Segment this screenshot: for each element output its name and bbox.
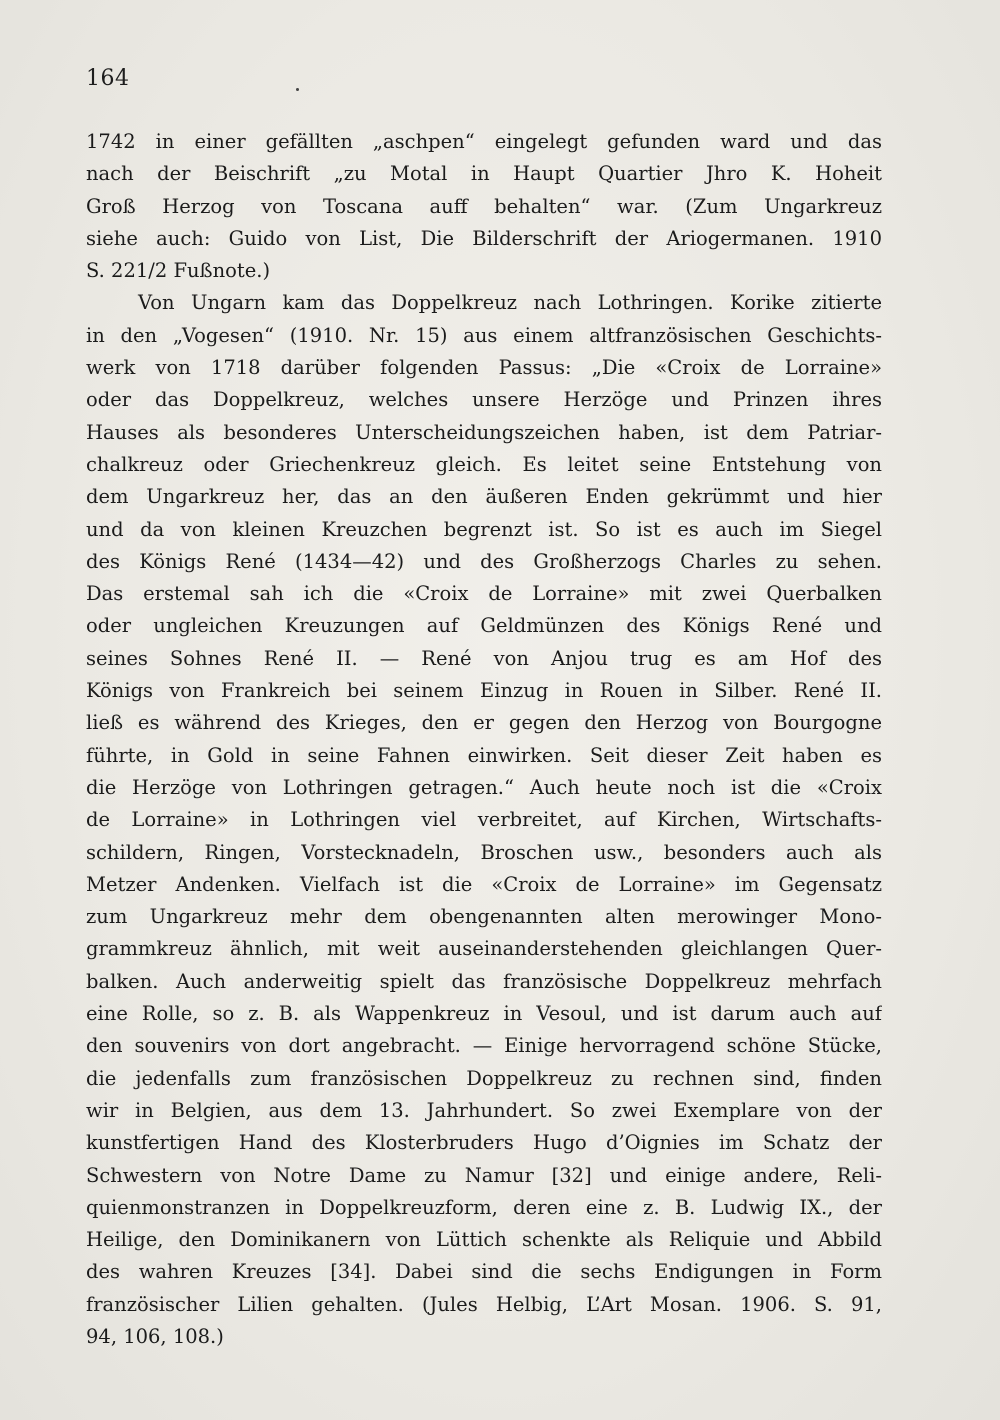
text-line: oder ungleichen Kreuzungen auf Geldmünzen des Königs René und — [86, 614, 882, 638]
text-line: Heilige, den Dominikanern von Lüttich schenkte als Reliquie und Abbild — [86, 1228, 882, 1252]
text-line: kunstfertigen Hand des Klosterbruders Hugo d’Oignies im Schatz der — [86, 1131, 882, 1155]
text-line: dem Ungarkreuz her, das an den äußeren Enden gekrümmt und hier — [86, 485, 882, 509]
text-line: Metzer Andenken. Vielfach ist die «Croix de Lorraine» im Gegensatz — [86, 872, 882, 896]
text-line: zum Ungarkreuz mehr dem obengenannten alten merowinger Mono- — [86, 905, 882, 929]
text-line: werk von 1718 darüber folgenden Passus: „Die «Croix de Lorraine» — [86, 356, 882, 380]
page-number: 164 — [86, 66, 130, 91]
text-line: chalkreuz oder Griechenkreuz gleich. Es leitet seine Entstehung von — [86, 452, 882, 476]
text-line: de Lorraine» in Lothringen viel verbreitet, auf Kirchen, Wirtschafts- — [86, 808, 882, 832]
text-line: den souvenirs von dort angebracht. — Einige hervorragend schöne Stücke, — [86, 1034, 882, 1058]
text-line: Schwestern von Notre Dame zu Namur [32] und einige andere, Reli- — [86, 1163, 882, 1187]
text-line: quienmonstranzen in Doppelkreuzform, deren eine z. B. Ludwig IX., der — [86, 1195, 882, 1219]
text-line: und da von kleinen Kreuzchen begrenzt ist. So ist es auch im Siegel — [86, 517, 882, 541]
text-line: siehe auch: Guido von List, Die Bilderschrift der Ariogermanen. 1910 — [86, 226, 882, 250]
text-line: 1742 in einer gefällten „aschpen“ eingelegt gefunden ward und das — [86, 130, 882, 153]
text-line: schildern, Ringen, Vorstecknadeln, Broschen usw., besonders auch als — [86, 840, 882, 864]
text-line: oder das Doppelkreuz, welches unsere Herzöge und Prinzen ihres — [86, 388, 882, 412]
text-line: nach der Beischrift „zu Motal in Haupt Quartier Jhro K. Hoheit — [86, 162, 882, 186]
text-line: wir in Belgien, aus dem 13. Jahrhundert. So zwei Exemplare von der — [86, 1098, 882, 1122]
text-line: 94, 106, 108.) — [86, 1324, 224, 1348]
text-line: die jedenfalls zum französischen Doppelkreuz zu rechnen sind, finden — [86, 1066, 882, 1090]
text-line: Von Ungarn kam das Doppelkreuz nach Lothringen. Korike zitierte — [138, 291, 882, 315]
text-line: des Königs René (1434—42) und des Großherzogs Charles zu sehen. — [86, 549, 882, 573]
text-line: Das erstemal sah ich die «Croix de Lorraine» mit zwei Querbalken — [86, 582, 882, 606]
text-line: grammkreuz ähnlich, mit weit auseinanderstehenden gleichlangen Quer- — [86, 937, 882, 961]
text-line: ließ es während des Krieges, den er gegen den Herzog von Bourgogne — [86, 711, 882, 735]
text-line: Groß Herzog von Toscana auff behalten“ war. (Zum Ungarkreuz — [86, 194, 882, 218]
text-line: die Herzöge von Lothringen getragen.“ Auch heute noch ist die «Croix — [86, 775, 882, 799]
text-line: Hauses als besonderes Unterscheidungszeichen haben, ist dem Patriar- — [86, 420, 882, 444]
text-line: balken. Auch anderweitig spielt das französische Doppelkreuz mehrfach — [86, 969, 882, 993]
text-line: in den „Vogesen“ (1910. Nr. 15) aus einem altfranzösischen Geschichts- — [86, 323, 882, 347]
print-speck — [296, 88, 299, 91]
text-line: seines Sohnes René II. — René von Anjou trug es am Hof des — [86, 646, 882, 670]
body-text — [86, 126, 882, 1353]
text-line: Königs von Frankreich bei seinem Einzug in Rouen in Silber. René II. — [86, 679, 882, 703]
text-line: eine Rolle, so z. B. als Wappenkreuz in Vesoul, und ist darum auch auf — [86, 1002, 882, 1026]
text-line: französischer Lilien gehalten. (Jules Helbig, L’Art Mosan. 1906. S. 91, — [86, 1292, 882, 1316]
text-line: führte, in Gold in seine Fahnen einwirken. Seit dieser Zeit haben es — [86, 743, 882, 767]
text-line: des wahren Kreuzes [34]. Dabei sind die sechs Endigungen in Form — [86, 1260, 882, 1284]
text-line: S. 221/2 Fußnote.) — [86, 259, 271, 283]
